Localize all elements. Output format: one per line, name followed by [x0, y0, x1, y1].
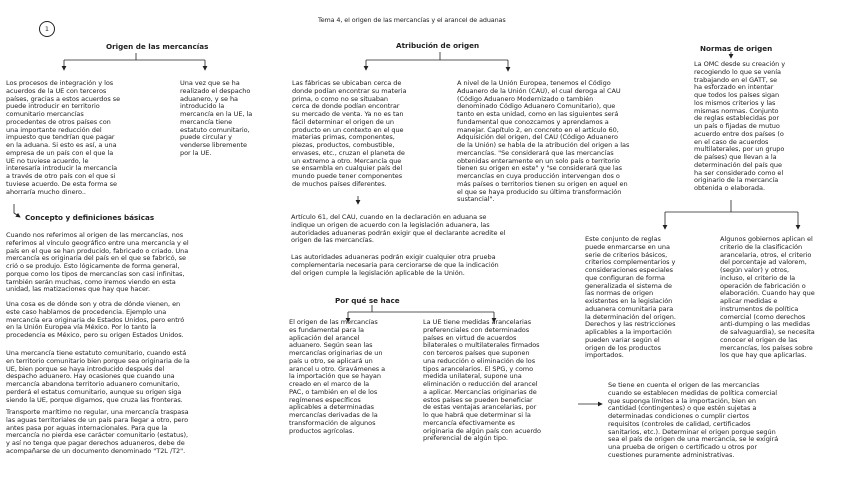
- concepto-paragraph-3: Una mercancía tiene estatuto comunitario, cuando está en territorio comunitario bien porque sea originaria de la UE, bien porque se haya introducido después del despacho aduanero. Hay ocasiones que cuando una mercancía abandona territorio aduanero comunitario, perderá el estatus comunitario, aunque su origen siga siendo la UE, porque digamos, que cruza las fronteras.: [6, 349, 190, 404]
- page-number-badge: 1: [39, 21, 55, 37]
- page-title: Tema 4, el origen de las mercancías y el arancel de aduanas: [318, 16, 506, 24]
- atribucion-right-text: A nivel de la Unión Europea, tenemos el Código Aduanero de la Unión (CAU), el cual deroga al CAU (Código Aduanero Modernizado o también denominado Código Aduanero Comunitario), que tanto en esta unidad, como en las siguientes será fundamental que conozcamos y aprendamos a manejar. Capítulo 2, en concreto en el artículo 60, Adquisición del origen, del CAU (Código Aduanero de la Unión) se habla de la atribución del origen a las mercancías. "Se considerará que las mercancías obtenidas enteramente en un solo país o territorio tienen su origen en este" y "se considerará que las mercancías en cuya producción intervengan dos o más países o territorios tienen su origen en aquel en el que se haya producido su última transformación sustancial".: [457, 79, 630, 204]
- origen-right-text: Una vez que se ha realizado el despacho aduanero, y se ha introducido la mercancía en la UE, la mercancía tiene estatuto comunitario, puede circular y venderse libremente por la UE.: [180, 79, 253, 157]
- concepto-paragraph-1: Cuando nos referimos al origen de las mercancías, nos referimos al vínculo geográfico entre una mercancía y el país en el que se han producido, fabricado o criado. Una mercancía es originaria del país en el que se fabricó, se crió o se produjo. Esto lógicamente de forma general, porque como los tipos de mercancías son casi infinitas, también serán muchas, como iremos viendo en esta unidad, las matizaciones que hay que hacer.: [6, 231, 189, 294]
- atribucion-left-text: Las fábricas se ubicaban cerca de donde podían encontrar su materia prima, o como no se situaban cerca de donde podían encontrar su mercado de venta. Ya no es tan fácil determinar el origen de un producto en un contexto en el que materias primas, componentes, piezas, productos, combustible, envases, etc., cruzan el planeta de un extremo a otro. Mercancía que se ensambla en cualquier país del mundo puede tener componentes de muchos países diferentes.: [292, 79, 407, 188]
- concepto-paragraph-4: Transporte marítimo no regular, una mercancía traspasa las aguas territoriales de un país para llegar a otro, pero antes pasa por aguas internacionales. Para que la mercancía no pierda ese carácter comunitario (estatus), y así no tenga que pagar derechos aduaneros, debe de acompañarse de un documento denominado "T2L /T2".: [6, 408, 189, 455]
- heading-concepto: Concepto y definiciones básicas: [25, 213, 155, 222]
- heading-origen: Origen de las mercancías: [106, 42, 209, 51]
- heading-atribucion: Atribución de origen: [396, 41, 480, 50]
- autoridades-text: Las autoridades aduaneras podrán exigir cualquier otra prueba complementaria necesaria para cerciorarse de que la indicación del origen cumple la legislación aplicable de la Unión.: [291, 253, 499, 277]
- normas-left-text: Este conjunto de reglas puede enmarcarse en una serie de criterios básicos, criterios complementarios y consideraciones especiales que configuran de forma generalizada el sistema de las normas de origen existentes en la legislación aduanera comunitaria para la determinación del origen. Derechos y las restricciones aplicables a la importación pueden variar según el origen de los productos importados.: [585, 235, 676, 360]
- concepto-paragraph-2: Una cosa es de dónde son y otra de dónde vienen, en este caso hablamos de procedencia. Ejemplo una mercancía era originaria de Estados Unidos, pero entró en la Unión Europea vía México. Por lo tanto la procedencia es México, pero su origen Estados Unidos.: [6, 300, 185, 339]
- porque-right-text: La UE tiene medidas arancelarias preferenciales con determinados países en virtud de acuerdos bilaterales o multilaterales firmados con terceros países que suponen una reducción o eliminación de los tipos arancelarios. El SPG, y como medida unilateral, supone una eliminación o reducción del arancel a aplicar. Mercancías originarias de estos países se pueden beneficiar de estas ventajas arancelarias, por lo que habrá que determinar si la mercancía efectivamente es originaria de algún país con acuerdo preferencial de algún tipo.: [423, 318, 541, 443]
- connector-concepto: [14, 204, 20, 217]
- heading-normas: Normas de origen: [700, 44, 773, 53]
- origen-left-text: Los procesos de integración y los acuerdos de la UE con terceros países, gracias a estos acuerdos se puede introducir en territorio comunitario mercancías procedentes de otros países con una importante reducción del impuesto que tendrían que pagar en la aduana. Si esto es así, a una empresa de un país con el que la UE no tuviese acuerdo, le interesaría introducir la mercancía a través de otro país con el que si tuviese acuerdo. De esta forma se ahorraría mucho dinero..: [6, 79, 121, 196]
- articulo-61-text: Artículo 61, del CAU, cuando en la declaración en aduana se indique un origen de acuerdo con la legislación aduanera, las autoridades aduaneras podrán exigir que el declarante acredite el origen de las mercancías.: [291, 213, 506, 245]
- normas-right-text: Algunos gobiernos aplican el criterio de la clasificación arancelaria, otros, el criterio del porcentaje ad valorem, (según valor) y otros, incluso, el criterio de la operación de fabricación o elaboración. Cuando hay que aplicar medidas e instrumentos de política comercial (como derechos anti-dumping o las medidas de salvaguardia), se necesita conocer el origen de las mercancías, los países sobre los que hay que aplicarlas.: [720, 235, 815, 360]
- normas-bottom-text: Se tiene en cuenta el origen de las mercancías cuando se establecen medidas de política comercial que suponga límites a la importación, bien en cantidad (contingentes) o que estén sujetas a determinadas condiciones o cumplir ciertos requisitos (controles de calidad, certificados sanitarios, etc.). Determinar el origen porque según sea el país de origen de una mercancía, se le exigirá una prueba de origen o certificado u otros por cuestiones puramente administrativas.: [608, 381, 779, 459]
- heading-porque: Por qué se hace: [335, 296, 400, 305]
- normas-top-text: La OMC desde su creación y recogiendo lo que se venía trabajando en el GATT, se ha esforzado en intentar que todos los países sigan los mismos criterios y las mismas normas. Conjunto de reglas establecidas por un país o fijadas de mutuo acuerdo entre dos países (o en el caso de acuerdos multilaterales, por un grupo de países) que llevan a la determinación del país que ha ser considerado como el originario de la mercancía obtenida o elaborada.: [694, 60, 786, 192]
- porque-left-text: El origen de las mercancías es fundamental para la aplicación del arancel aduanero. Según sean las mercancías originarias de un país u otro, se aplicará un arancel u otro. Gravámenes a la importación que se hayan creado en el marco de la PAC, o también en el de los regímenes específicos aplicables a determinadas mercancías derivadas de la transformación de algunos productos agrícolas.: [289, 318, 386, 435]
